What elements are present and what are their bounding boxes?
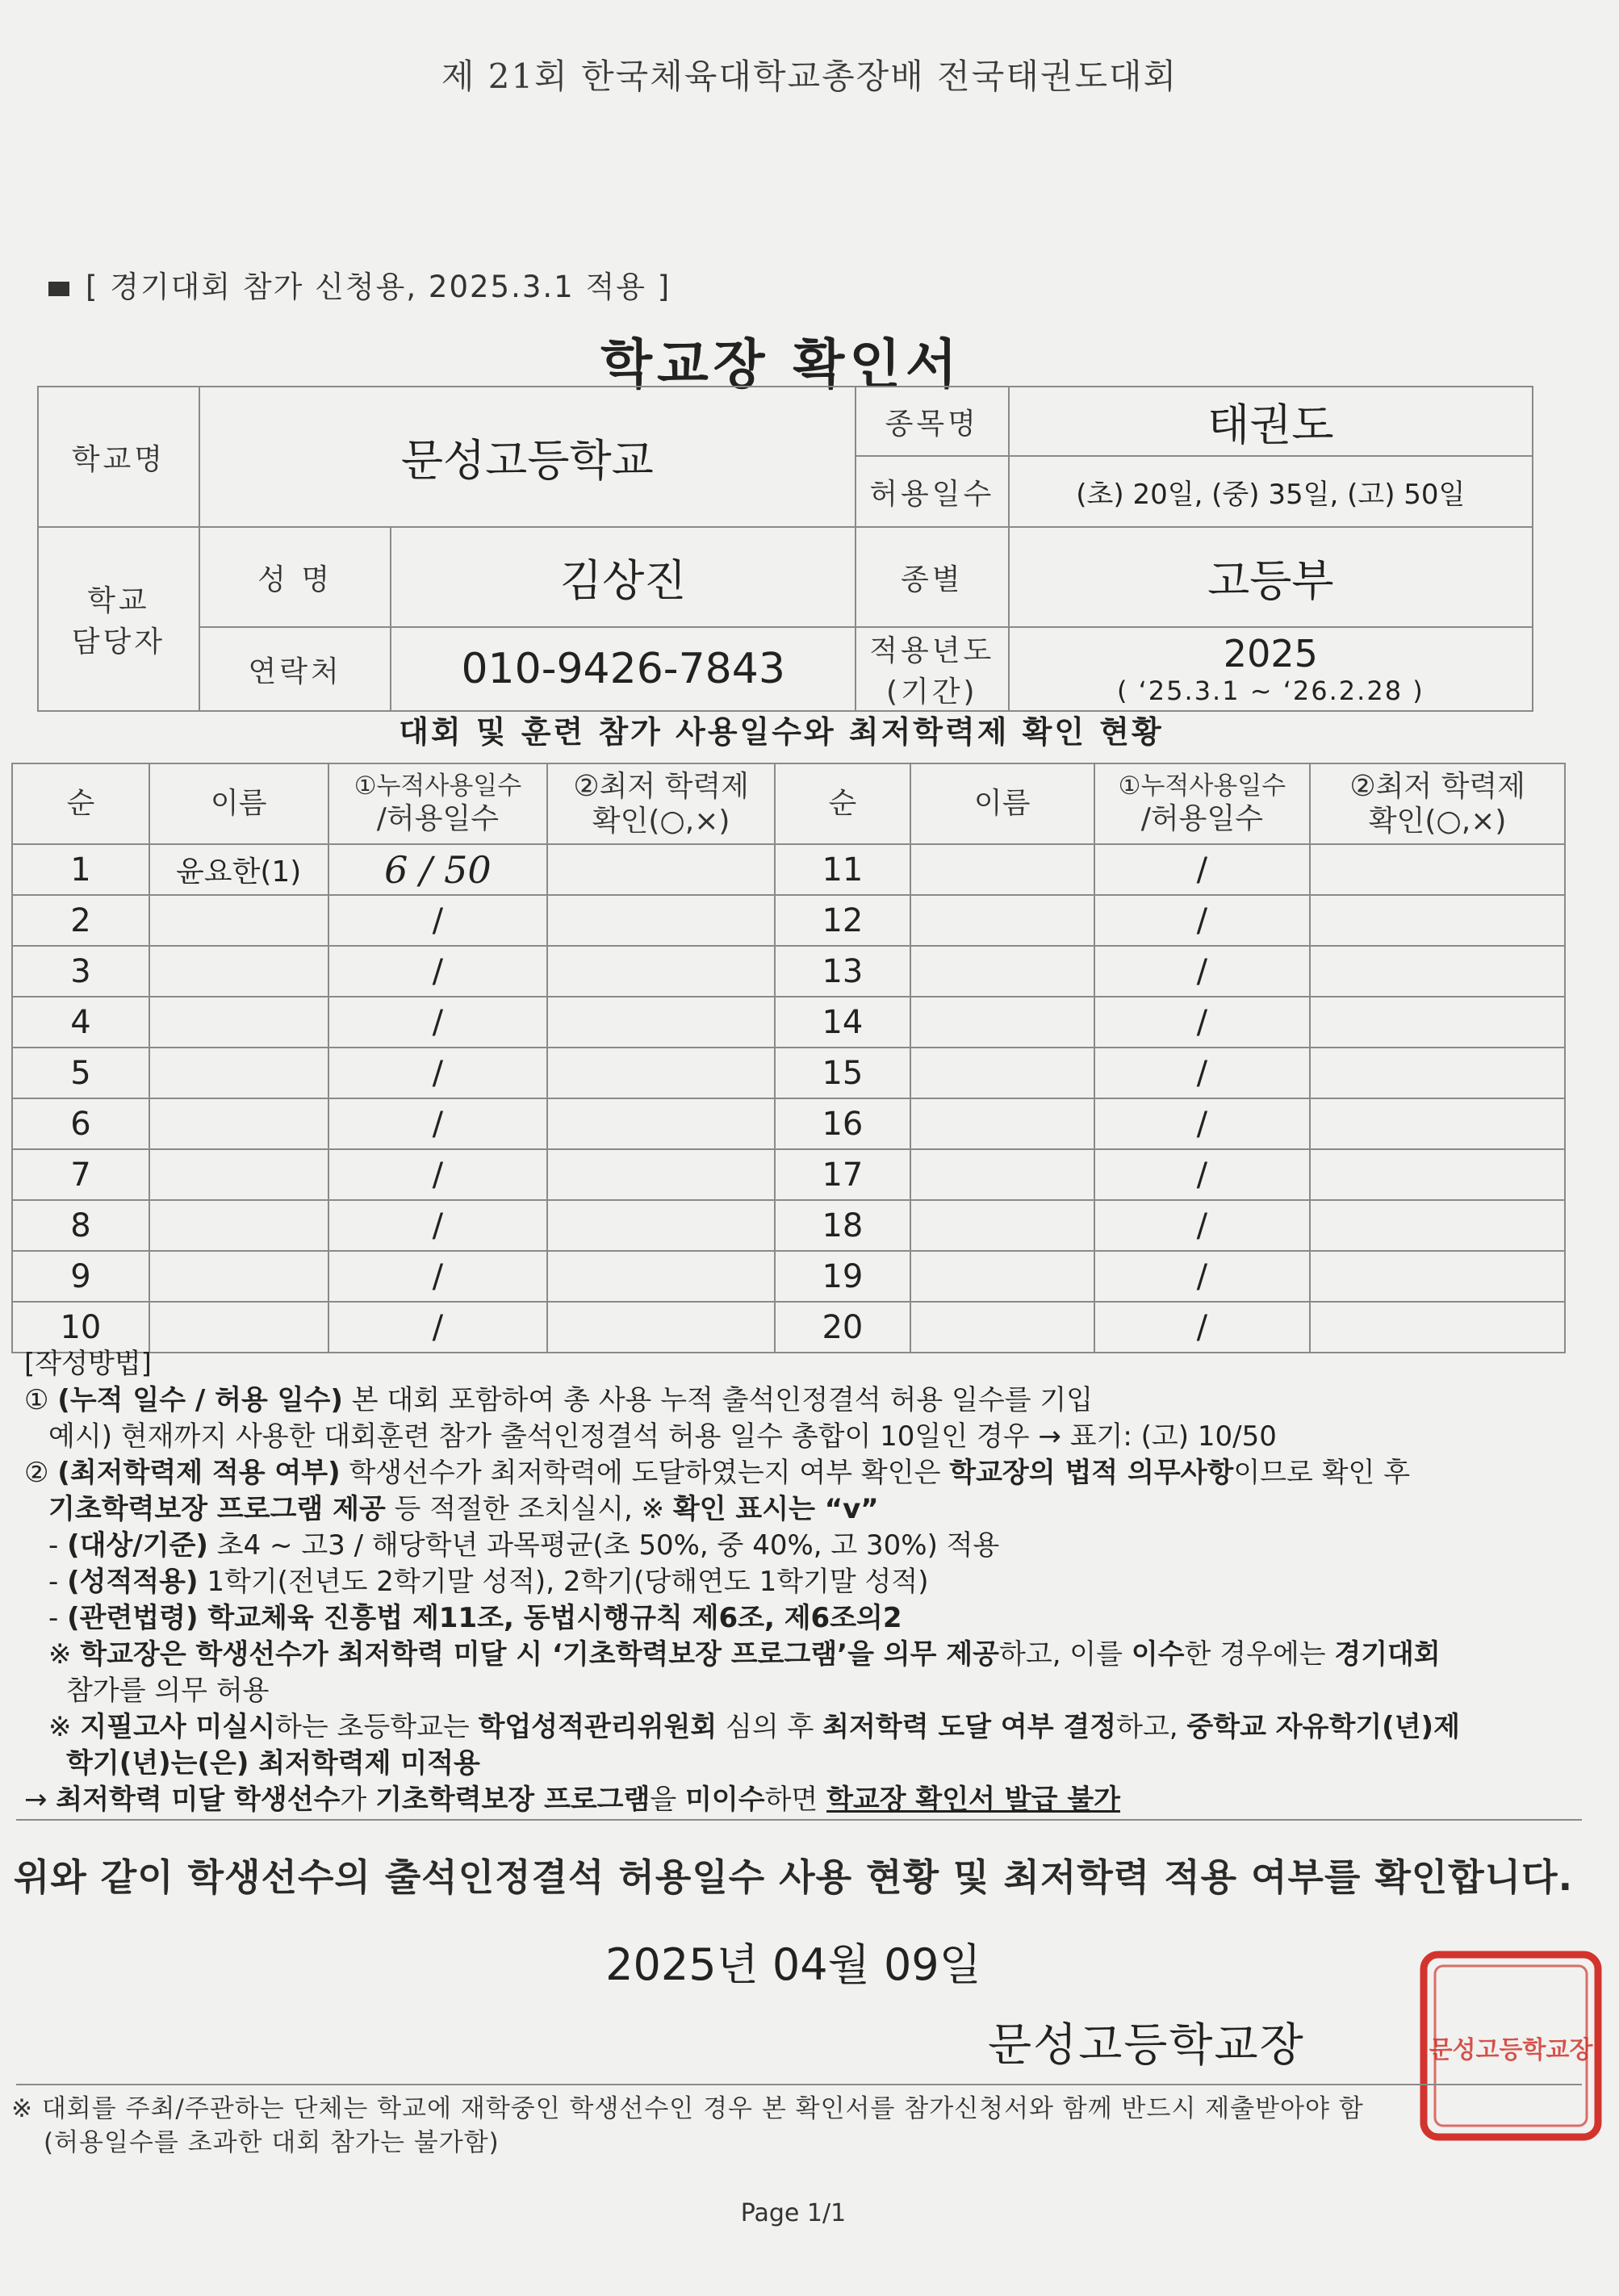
note-8-no-issue: 학교장 확인서 발급 불가 [826, 1784, 1121, 1816]
note-7-free-sem: 중학교 자유학기(년)제 [1186, 1711, 1460, 1743]
note-1-text: 본 대회 포함하여 총 사용 누적 출석인정결석 허용 일수를 기입 [342, 1384, 1094, 1416]
note-2-text: 학생선수가 최저학력에 도달하였는지 여부 확인은 [340, 1457, 950, 1489]
category-value: 고등부 [1009, 527, 1533, 627]
footnote-line-2: (허용일수를 초과한 대회 참가는 불가함) [44, 2128, 500, 2157]
note-3 [24, 1528, 1574, 1564]
year-label [856, 627, 1009, 711]
row-days: / [328, 946, 548, 997]
col-check [547, 763, 775, 844]
row-name-right [910, 844, 1094, 895]
row-check-right [1310, 1251, 1565, 1302]
col-check-right-line2: 확인(○,×) [1368, 805, 1507, 838]
manager-name-value: 김상진 [391, 527, 855, 627]
divider-footnote [16, 2084, 1582, 2085]
note-7-text-c: 하고, [1116, 1711, 1187, 1743]
table-row [12, 1098, 1565, 1149]
category-label: 종별 [856, 527, 1009, 627]
row-days: / [328, 1149, 548, 1200]
row-number: 6 [12, 1098, 149, 1149]
note-5-text: (관련법령) 학교체육 진흥법 제11조, 동법시행규칙 제6조, 제6조의2 [67, 1602, 902, 1634]
manager-name-label: 성 명 [199, 527, 391, 627]
row-number: 5 [12, 1048, 149, 1098]
row-name [149, 1200, 328, 1251]
note-8-text: 가 [340, 1784, 376, 1816]
note-8-text-c: 하면 [764, 1784, 827, 1816]
table-row [12, 1048, 1565, 1098]
note-7-text: 하는 초등학교는 [275, 1711, 479, 1743]
note-2-mark: 확인 표시는 “v” [672, 1493, 879, 1525]
row-days-right: / [1094, 946, 1311, 997]
table-row [12, 1200, 1565, 1251]
row-name [149, 1251, 328, 1302]
row-number: 8 [12, 1200, 149, 1251]
page-number: Page 1/1 [740, 2199, 847, 2227]
year-label-line1: 적용년도 [869, 634, 995, 667]
bullet-square-icon [48, 282, 69, 296]
note-4-marker: - [48, 1566, 68, 1598]
note-4-term: (성적적용) [67, 1566, 199, 1598]
col-days-line1: ①누적사용일수 [354, 771, 522, 801]
row-days-right: / [1094, 997, 1311, 1048]
row-number-right: 16 [775, 1098, 910, 1149]
row-check-right [1310, 1149, 1565, 1200]
row-check [547, 1200, 775, 1251]
row-name-right [910, 1200, 1094, 1251]
row-days-right: / [1094, 844, 1311, 895]
row-check [547, 844, 775, 895]
row-name [149, 1048, 328, 1098]
row-days-right: / [1094, 895, 1311, 946]
row-check [547, 1098, 775, 1149]
row-days: 6 / 50 [328, 844, 548, 895]
row-name [149, 946, 328, 997]
row-name [149, 1098, 328, 1149]
table-row [12, 844, 1565, 895]
col-check-line1: ②최저 학력제 [573, 769, 749, 803]
instructions-heading: [작성방법] [24, 1348, 152, 1380]
row-number: 2 [12, 895, 149, 946]
col-days-right-line2: /허용일수 [1140, 802, 1264, 835]
confirmation-statement: 위와 같이 학생선수의 출석인정결석 허용일수 사용 현황 및 최저학력 적용 여부를 확인합니다. [13, 1855, 1574, 1899]
contact-value: 010-9426-7843 [391, 627, 855, 711]
row-number-right: 18 [775, 1200, 910, 1251]
row-days: / [328, 1098, 548, 1149]
row-days: / [328, 1200, 548, 1251]
note-8-incomplete: 미이수 [685, 1784, 765, 1816]
col-name-right: 이름 [910, 763, 1094, 844]
note-1-term: (누적 일수 / 허용 일수) [57, 1384, 343, 1416]
note-6-complete: 이수 [1131, 1638, 1185, 1671]
note-7-text-b: 심의 후 [717, 1711, 823, 1743]
note-8-text-b: 을 [650, 1784, 686, 1816]
row-check-right [1310, 946, 1565, 997]
note-8-marker: → [24, 1784, 56, 1816]
table-row [12, 997, 1565, 1048]
row-number-right: 19 [775, 1251, 910, 1302]
footnote [11, 2092, 1593, 2160]
row-days: / [328, 1048, 548, 1098]
col-days-right-line1: ①누적사용일수 [1118, 771, 1286, 801]
usage-table-body [12, 844, 1565, 1353]
note-6-text: 하고, 이를 [999, 1638, 1132, 1671]
document-title: 학교장 확인서 [600, 333, 962, 395]
note-5-marker: - [48, 1602, 68, 1634]
row-name-right [910, 946, 1094, 997]
row-number-right: 11 [775, 844, 910, 895]
allowed-days-label: 허용일수 [856, 456, 1009, 527]
table-row [12, 895, 1565, 946]
row-number-right: 15 [775, 1048, 910, 1098]
row-name [149, 1149, 328, 1200]
row-days-right: / [1094, 1149, 1311, 1200]
row-name-right [910, 997, 1094, 1048]
note-6-cont: 참가를 의무 허용 [66, 1675, 270, 1707]
row-number: 7 [12, 1149, 149, 1200]
divider-notes [16, 1819, 1582, 1821]
footnote-line-1: ※ 대회를 주최/주관하는 단체는 학교에 재학중인 학생선수인 경우 본 확인서를 참가신청서와 함께 반드시 제출받아야 함 [11, 2094, 1364, 2123]
note-2-marker: ② [24, 1457, 58, 1489]
row-days: / [328, 1302, 548, 1353]
table-row [12, 1251, 1565, 1302]
row-number: 3 [12, 946, 149, 997]
sport-label: 종목명 [856, 387, 1009, 456]
row-check [547, 1149, 775, 1200]
note-7-term: 지필고사 미실시 [80, 1711, 276, 1743]
row-number-right: 12 [775, 895, 910, 946]
note-2 [24, 1455, 1574, 1491]
note-6-term: 학교장은 학생선수가 최저학력 미달 시 ‘기초학력보장 프로그램’을 의무 제공 [80, 1638, 999, 1671]
row-name-right [910, 895, 1094, 946]
note-6-marker: ※ [48, 1638, 81, 1671]
usage-table [11, 763, 1566, 1353]
note-8-student: 최저학력 미달 학생선수 [56, 1784, 341, 1816]
col-check-line2: 확인(○,×) [592, 805, 730, 838]
manager-label [38, 527, 199, 711]
note-1-marker: ① [24, 1384, 58, 1416]
row-check [547, 895, 775, 946]
note-8-program: 기초학력보장 프로그램 [375, 1784, 651, 1816]
col-no-right: 순 [775, 763, 910, 844]
row-check [547, 997, 775, 1048]
note-2-text-b: 이므로 확인 후 [1233, 1457, 1411, 1489]
row-name-right [910, 1048, 1094, 1098]
row-check-right [1310, 997, 1565, 1048]
row-check [547, 1251, 775, 1302]
school-info-table [37, 386, 1533, 712]
note-2-cont [24, 1491, 1574, 1528]
row-days-right: / [1094, 1098, 1311, 1149]
row-check-right [1310, 1098, 1565, 1149]
note-2-duty: 학교장의 법적 의무사항 [949, 1457, 1234, 1489]
period-value: ( ‘25.3.1 ~ ‘26.2.28 ) [1116, 675, 1424, 706]
col-check-right [1310, 763, 1565, 844]
col-days [328, 763, 548, 844]
row-number: 4 [12, 997, 149, 1048]
table-row [12, 946, 1565, 997]
note-3-text: 초4 ~ 고3 / 해당학년 과목평균(초 50%, 중 40%, 고 30%) 적용 [207, 1529, 1000, 1562]
row-name: 윤요한(1) [149, 844, 328, 895]
note-7-cont [24, 1746, 1574, 1782]
issue-date: 2025년 04월 09일 [605, 1939, 981, 1990]
subtitle-text: [ 경기대회 참가 신청용, 2025.3.1 적용 ] [86, 270, 671, 304]
row-check [547, 1048, 775, 1098]
table-row [12, 1302, 1565, 1353]
row-number: 9 [12, 1251, 149, 1302]
form-subtitle [48, 262, 671, 306]
note-1 [24, 1382, 1574, 1419]
col-days-right [1094, 763, 1311, 844]
row-number: 1 [12, 844, 149, 895]
row-number-right: 20 [775, 1302, 910, 1353]
note-3-term: (대상/기준) [67, 1529, 208, 1562]
row-days: / [328, 1251, 548, 1302]
row-check-right [1310, 1048, 1565, 1098]
table-row [12, 1149, 1565, 1200]
row-days-right: / [1094, 1048, 1311, 1098]
contact-label: 연락처 [199, 627, 391, 711]
row-check [547, 946, 775, 997]
year-label-line2: (기간) [885, 675, 978, 709]
note-4 [24, 1564, 1574, 1600]
row-name [149, 997, 328, 1048]
usage-section-title: 대회 및 훈련 참가 사용일수와 최저학력제 확인 현황 [399, 714, 1164, 750]
school-name-value: 문성고등학교 [199, 387, 856, 527]
manager-label-line2: 담당자 [71, 625, 166, 659]
col-days-line2: /허용일수 [376, 802, 500, 835]
principal-signature: 문성고등학교장 [988, 2019, 1305, 2072]
note-6-competition: 경기대회 [1334, 1638, 1441, 1671]
note-2-term: (최저학력제 적용 여부) [57, 1457, 341, 1489]
note-7-exempt: 학기(년)는(은) 최저학력제 미적용 [66, 1747, 480, 1780]
row-name-right [910, 1251, 1094, 1302]
instructions [24, 1346, 1574, 1818]
row-days: / [328, 997, 548, 1048]
event-title: 제 21회 한국체육대학교총장배 전국태권도대회 [441, 56, 1178, 96]
row-name-right [910, 1149, 1094, 1200]
row-check [547, 1302, 775, 1353]
row-name-right [910, 1302, 1094, 1353]
note-6-text-b: 한 경우에는 [1184, 1638, 1335, 1671]
row-number-right: 13 [775, 946, 910, 997]
note-7-committee: 학업성적관리위원회 [478, 1711, 717, 1743]
allowed-days-value: (초) 20일, (중) 35일, (고) 50일 [1009, 456, 1533, 527]
school-name-label: 학교명 [38, 387, 199, 527]
row-number: 10 [12, 1302, 149, 1353]
row-check-right [1310, 1302, 1565, 1353]
manager-label-line1: 학교 [87, 584, 150, 617]
row-check-right [1310, 844, 1565, 895]
year-cell [1009, 627, 1533, 711]
row-days-right: / [1094, 1200, 1311, 1251]
row-number-right: 17 [775, 1149, 910, 1200]
note-4-text: 1학기(전년도 2학기말 성적), 2학기(당해연도 1학기말 성적) [198, 1566, 929, 1598]
col-check-right-line1: ②최저 학력제 [1349, 769, 1525, 803]
row-days: / [328, 895, 548, 946]
sport-value: 태권도 [1009, 387, 1533, 456]
note-2-program: 기초학력보장 프로그램 제공 [48, 1493, 386, 1525]
note-2-text-c: 등 적절한 조치실시, ※ [385, 1493, 673, 1525]
note-1-example: 예시) 현재까지 사용한 대회훈련 참가 출석인정결석 허용 일수 총합이 10일인 경우 → 표기: (고) 10/50 [48, 1420, 1277, 1453]
row-name [149, 895, 328, 946]
note-7-decision: 최저학력 도달 여부 결정 [822, 1711, 1117, 1743]
year-value: 2025 [1223, 632, 1318, 675]
row-check-right [1310, 895, 1565, 946]
row-check-right [1310, 1200, 1565, 1251]
seal-text: 문성고등학교장 [1429, 2036, 1593, 2064]
note-3-marker: - [48, 1529, 68, 1562]
col-name: 이름 [149, 763, 328, 844]
note-7 [24, 1709, 1574, 1746]
row-name [149, 1302, 328, 1353]
row-name-right [910, 1098, 1094, 1149]
note-7-marker: ※ [48, 1711, 81, 1743]
note-8 [24, 1782, 1574, 1818]
note-5 [24, 1600, 1574, 1637]
row-days-right: / [1094, 1251, 1311, 1302]
col-no: 순 [12, 763, 149, 844]
note-6 [24, 1637, 1574, 1673]
row-number-right: 14 [775, 997, 910, 1048]
row-days-right: / [1094, 1302, 1311, 1353]
